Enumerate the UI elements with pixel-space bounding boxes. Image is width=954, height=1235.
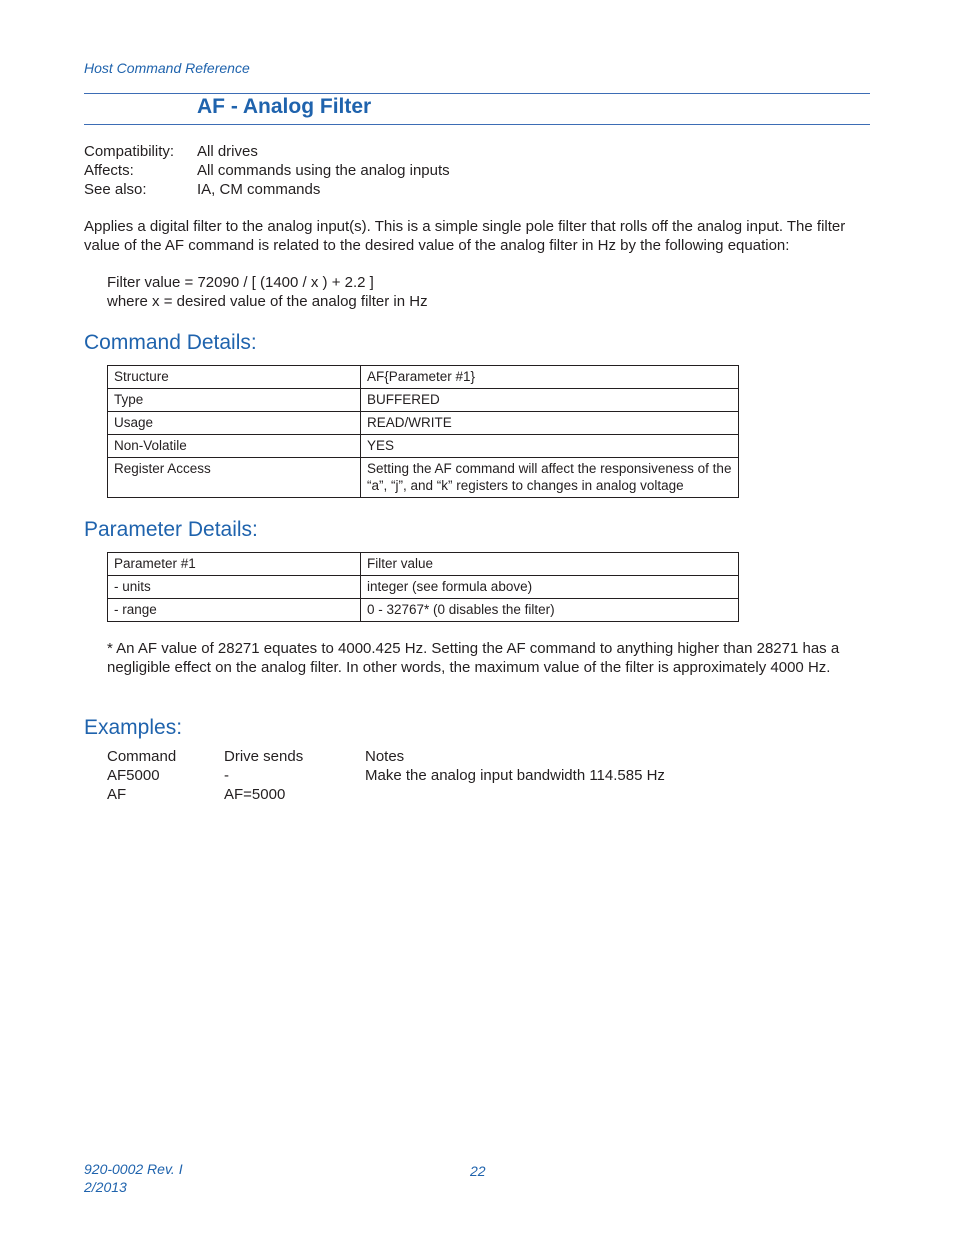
meta-row-affects [84,161,450,180]
example-drive-sends: AF=5000 [224,786,286,803]
examples-block [107,747,665,804]
table-row [108,553,739,576]
command-details-heading: Command Details: [84,331,257,354]
title-top-rule [84,93,870,94]
meta-label: Compatibility: [84,143,175,160]
table-cell-value: READ/WRITE [361,412,739,435]
meta-row-see-also [84,180,450,199]
table-cell-value: integer (see formula above) [361,576,739,599]
table-cell-label: Structure [108,366,361,389]
meta-label: See also: [84,181,147,198]
table-row [108,576,739,599]
footnote: * An AF value of 28271 equates to 4000.425 Hz. Setting the AF command to anything higher than 28271 has a negligible effect on the analog filter. In other words, the maximum value of the filter is approximately 4000 Hz. [107,640,840,676]
table-row [108,366,739,389]
table-cell-value: Setting the AF command will affect the responsiveness of the “a”, “j”, and “k” registers to changes in analog voltage [361,458,739,498]
example-row [107,785,665,804]
table-row [108,599,739,622]
meta-label: Affects: [84,162,134,179]
column-header: Command [107,748,177,765]
formula-equation: Filter value = 72090 / [ (1400 / x ) + 2.2 ] [107,274,374,291]
formula-block [107,273,428,311]
table-cell-value: BUFFERED [361,389,739,412]
formula-where: where x = desired value of the analog filter in Hz [107,293,428,310]
column-header: Drive sends [224,748,304,765]
table-cell-label: Type [108,389,361,412]
example-drive-sends: - [224,767,229,784]
examples-header-row [107,747,665,766]
table-cell-label: Non-Volatile [108,435,361,458]
table-cell-label: - range [108,599,361,622]
examples-heading: Examples: [84,716,183,739]
table-cell-value: Filter value [361,553,739,576]
table-cell-label: Register Access [108,458,361,498]
table-row [108,435,739,458]
parameter-details-heading: Parameter Details: [84,518,258,541]
meta-row-compatibility [84,142,450,161]
column-header: Notes [365,748,405,765]
footer-date: 2/2013 [84,1179,127,1195]
meta-value: IA, CM commands [197,181,321,198]
table-cell-label: - units [108,576,361,599]
footer-doc-info [84,1160,183,1196]
running-head: Host Command Reference [84,60,250,76]
example-command: AF [107,786,127,803]
table-cell-label: Parameter #1 [108,553,361,576]
table-cell-label: Usage [108,412,361,435]
example-notes: Make the analog input bandwidth 114.585 Hz [365,767,665,784]
description-paragraph: Applies a digital filter to the analog input(s). This is a simple single pole filter that rolls off the analog input. The filter value of the AF command is related to the desired value of the analog filter in Hz by the following equation: [84,218,846,254]
table-cell-value: AF{Parameter #1} [361,366,739,389]
table-row [108,412,739,435]
table-cell-value: 0 - 32767* (0 disables the filter) [361,599,739,622]
page-title: AF - Analog Filter [197,95,372,118]
example-row [107,766,665,785]
table-row [108,458,739,498]
table-row [108,389,739,412]
command-details-table [107,365,739,498]
page-number: 22 [470,1163,486,1179]
footer-doc-number: 920-0002 Rev. I [84,1161,183,1177]
meta-value: All commands using the analog inputs [197,162,450,179]
parameter-details-table [107,552,739,622]
title-bottom-rule [84,124,870,125]
meta-value: All drives [197,143,258,160]
example-command: AF5000 [107,767,160,784]
table-cell-value: YES [361,435,739,458]
meta-block [84,142,450,199]
